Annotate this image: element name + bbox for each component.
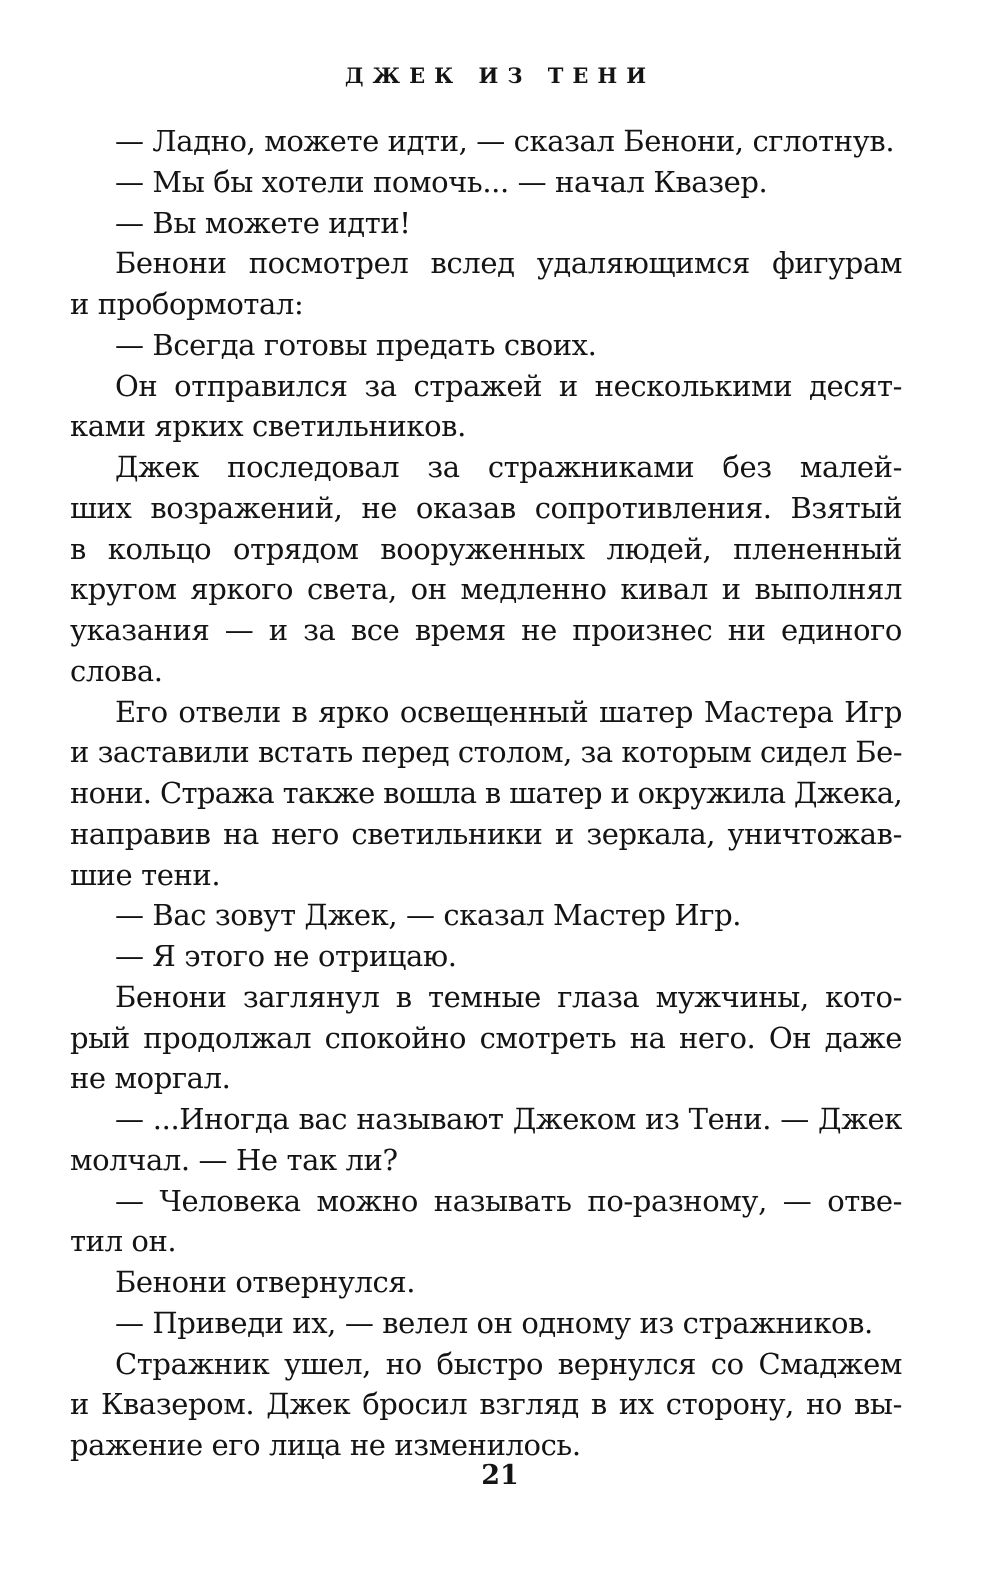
text-line: — Ладно, можете идти, — сказал Бенони, сглотнув. (115, 124, 895, 158)
text-line: молчал. — Не так ли? (70, 1142, 398, 1177)
text-line: — Вас зовут Джек, — сказал Мастер Игр. (115, 898, 742, 933)
text-line: — ...Иногда вас называют Джеком из Тени. — Джек (115, 1102, 902, 1136)
text-line: — Всегда готовы предать своих. (115, 327, 597, 362)
text-line: шие тени. (70, 857, 221, 892)
text-line: нони. Стража также вошла в шатер и окружила Джека, (70, 776, 902, 810)
text-line: Стражник ушел, но быстро вернулся со Смаджем (115, 1346, 902, 1381)
running-head: ДЖЕК ИЗ ТЕНИ (344, 63, 656, 88)
text-line: Бенони посмотрел вслед удаляющимся фигурам (115, 246, 902, 281)
body-text (70, 121, 902, 1466)
text-line: направив на него светильники и зеркала, уничтожав- (70, 816, 902, 851)
page-number: 21 (481, 1460, 519, 1491)
text-line: и пробормотал: (70, 287, 304, 321)
text-line: Он отправился за стражей и несколькими десят- (115, 368, 902, 403)
text-line: слова. (70, 653, 163, 688)
text-line: — Мы бы хотели помочь... — начал Квазер. (115, 164, 768, 199)
text-line: рый продолжал спокойно смотреть на него. Он даже (70, 1020, 902, 1055)
text-line: и заставили встать перед столом, за которым сидел Бе- (70, 735, 903, 770)
text-line: Его отвели в ярко освещенный шатер Мастера Игр (115, 694, 902, 729)
text-line: кругом яркого света, он медленно кивал и выполнял (70, 572, 902, 607)
text-line: — Я этого не отрицаю. (115, 939, 457, 973)
text-line: Джек последовал за стражниками без малей- (115, 450, 902, 484)
text-line: не моргал. (70, 1061, 231, 1096)
text-line: ками ярких светильников. (70, 409, 466, 444)
text-line: ших возражений, не оказав сопротивления. Взятый (70, 490, 902, 525)
text-line: и Квазером. Джек бросил взгляд в их сторону, но вы- (70, 1387, 902, 1422)
text-line: — Человека можно называть по-разному, — отве- (115, 1183, 902, 1218)
text-line: — Приведи их, — велел он одному из стражников. (115, 1305, 873, 1340)
text-line: тил он. (70, 1224, 177, 1259)
text-line: — Вы можете идти! (115, 205, 411, 240)
text-line: Бенони отвернулся. (115, 1265, 416, 1299)
text-line: Бенони заглянул в темные глаза мужчины, кото- (115, 979, 902, 1014)
text-line: в кольцо отрядом вооруженных людей, плененный (70, 531, 902, 566)
text-line: указания — и за все время не произнес ни единого (70, 613, 902, 647)
text-line: ражение его лица не изменилось. (70, 1428, 581, 1462)
